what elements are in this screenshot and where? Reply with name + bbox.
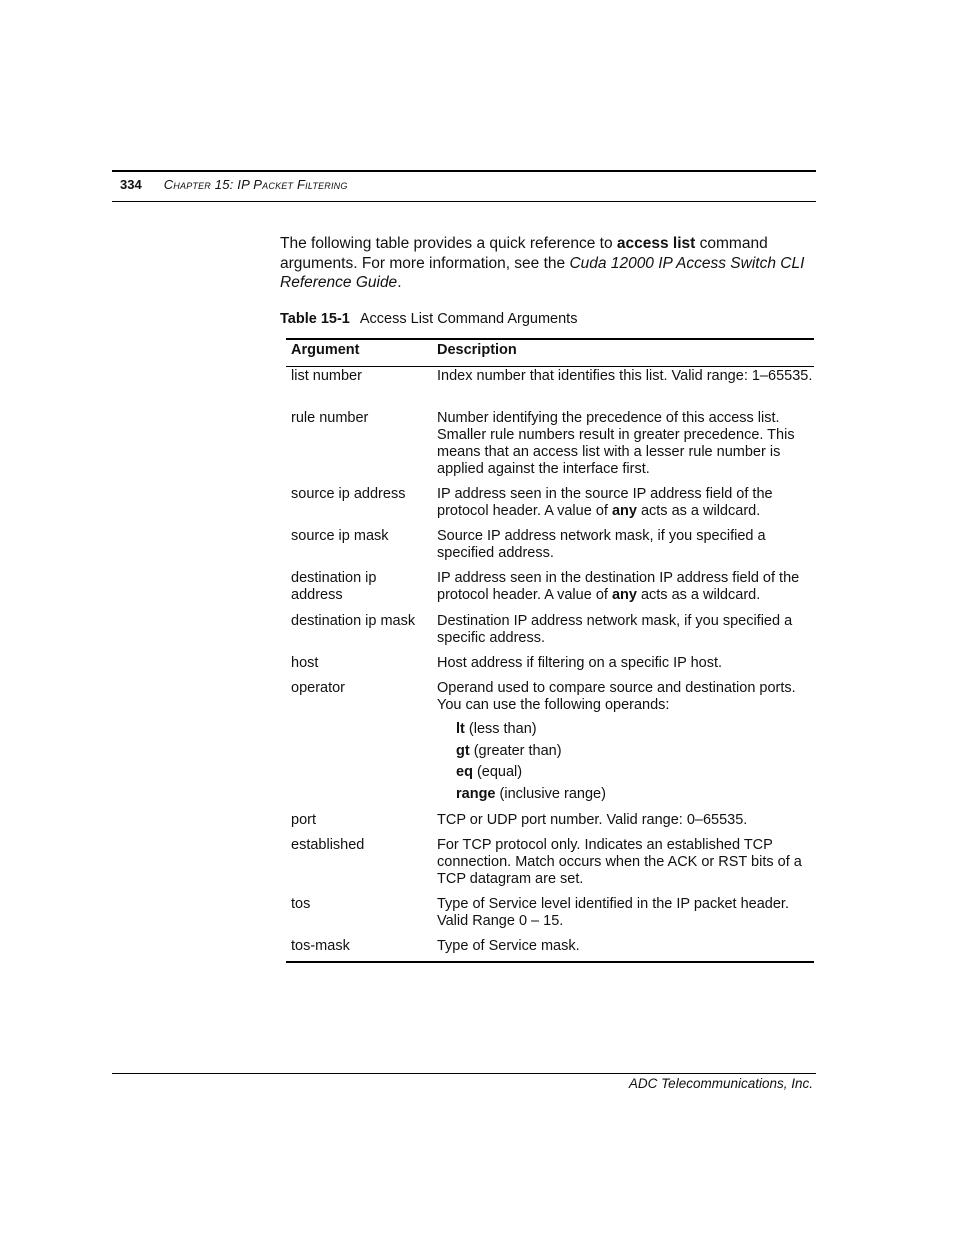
operand-item [456,786,606,802]
argument-cell: destination ip mask [291,613,416,629]
argument-cell: rule number [291,410,369,426]
description-cell: TCP or UDP port number. Valid range: 0–65535. [437,812,748,828]
description-keyword: any [611,503,637,519]
table-caption-number: Table 15-1 [280,311,350,327]
intro-text-2: command arguments. For more information, see the [280,235,768,272]
description-cell: Index number that identifies this list. Valid range: 1–65535. [437,368,813,384]
description-cell: For TCP protocol only. Indicates an established TCP connection. Match occurs when the ACK or RST bits of a TCP datagram are set. [437,837,802,887]
operand-item [456,764,522,780]
intro-paragraph [280,234,820,293]
header-rule-bottom [112,201,816,202]
table-caption [280,311,577,327]
argument-cell: list number [291,368,362,384]
description-cell: Host address if filtering on a specific IP host. [437,655,723,671]
description-cell: Operand used to compare source and destination ports. You can use the following operands: [437,680,796,713]
argument-cell: tos [291,896,311,912]
operand-item [456,721,537,737]
description-text: acts as a wildcard. [636,503,761,519]
operand-keyword: range [456,786,496,802]
operand-item [456,743,562,759]
argument-cell: operator [291,680,346,696]
description-cell: Number identifying the precedence of this access list. Smaller rule numbers result in greater precedence. This means that an access list with a lesser rule number is applied against the interface first. [437,410,795,477]
argument-cell: destination ip address [291,570,377,603]
table-top-rule [286,338,814,340]
argument-cell: tos-mask [291,938,350,954]
operand-keyword: gt [456,743,470,759]
description-cell: Destination IP address network mask, if you specified a specific address. [437,613,793,646]
argument-cell: source ip address [291,486,406,502]
description-text: acts as a wildcard. [636,587,761,603]
description-text: IP address seen in the destination IP address field of the protocol header. A value of [437,570,800,603]
intro-bold-command: access list [616,235,696,252]
description-cell: Type of Service mask. [437,938,580,954]
footer-rule [112,1073,816,1074]
description-cell: Source IP address network mask, if you specified a specified address. [437,528,766,561]
page-number: 334 [120,177,142,192]
operand-description: (greater than) [469,743,562,759]
operand-description: (equal) [472,764,523,780]
intro-guide-title: Cuda 12000 IP Access Switch CLI Reference Guide [280,254,805,291]
description-cell: Type of Service level identified in the IP packet header. Valid Range 0 – 15. [437,896,789,929]
operand-keyword: lt [456,721,465,737]
description-keyword: any [611,587,637,603]
chapter-title: Chapter 15: IP Packet Filtering [163,177,348,192]
description-cell [437,486,815,520]
table-bottom-rule [286,961,814,963]
argument-cell: port [291,812,316,828]
description-cell [437,570,815,604]
operand-description: (less than) [464,721,537,737]
intro-text-3: . [397,274,402,291]
argument-cell: host [291,655,319,671]
table-caption-title: Access List Command Arguments [359,311,578,327]
footer-company: ADC Telecommunications, Inc. [628,1076,813,1091]
running-header [120,177,348,192]
column-header-argument: Argument [291,342,360,358]
argument-cell: source ip mask [291,528,389,544]
column-header-description: Description [437,342,517,358]
intro-text-1: The following table provides a quick reference to [280,235,617,252]
header-rule-top [112,170,816,172]
description-text: IP address seen in the source IP address field of the protocol header. A value of [437,486,773,519]
table-header-rule [286,366,814,367]
argument-cell: established [291,837,365,853]
operand-keyword: eq [456,764,473,780]
operand-description: (inclusive range) [495,786,606,802]
